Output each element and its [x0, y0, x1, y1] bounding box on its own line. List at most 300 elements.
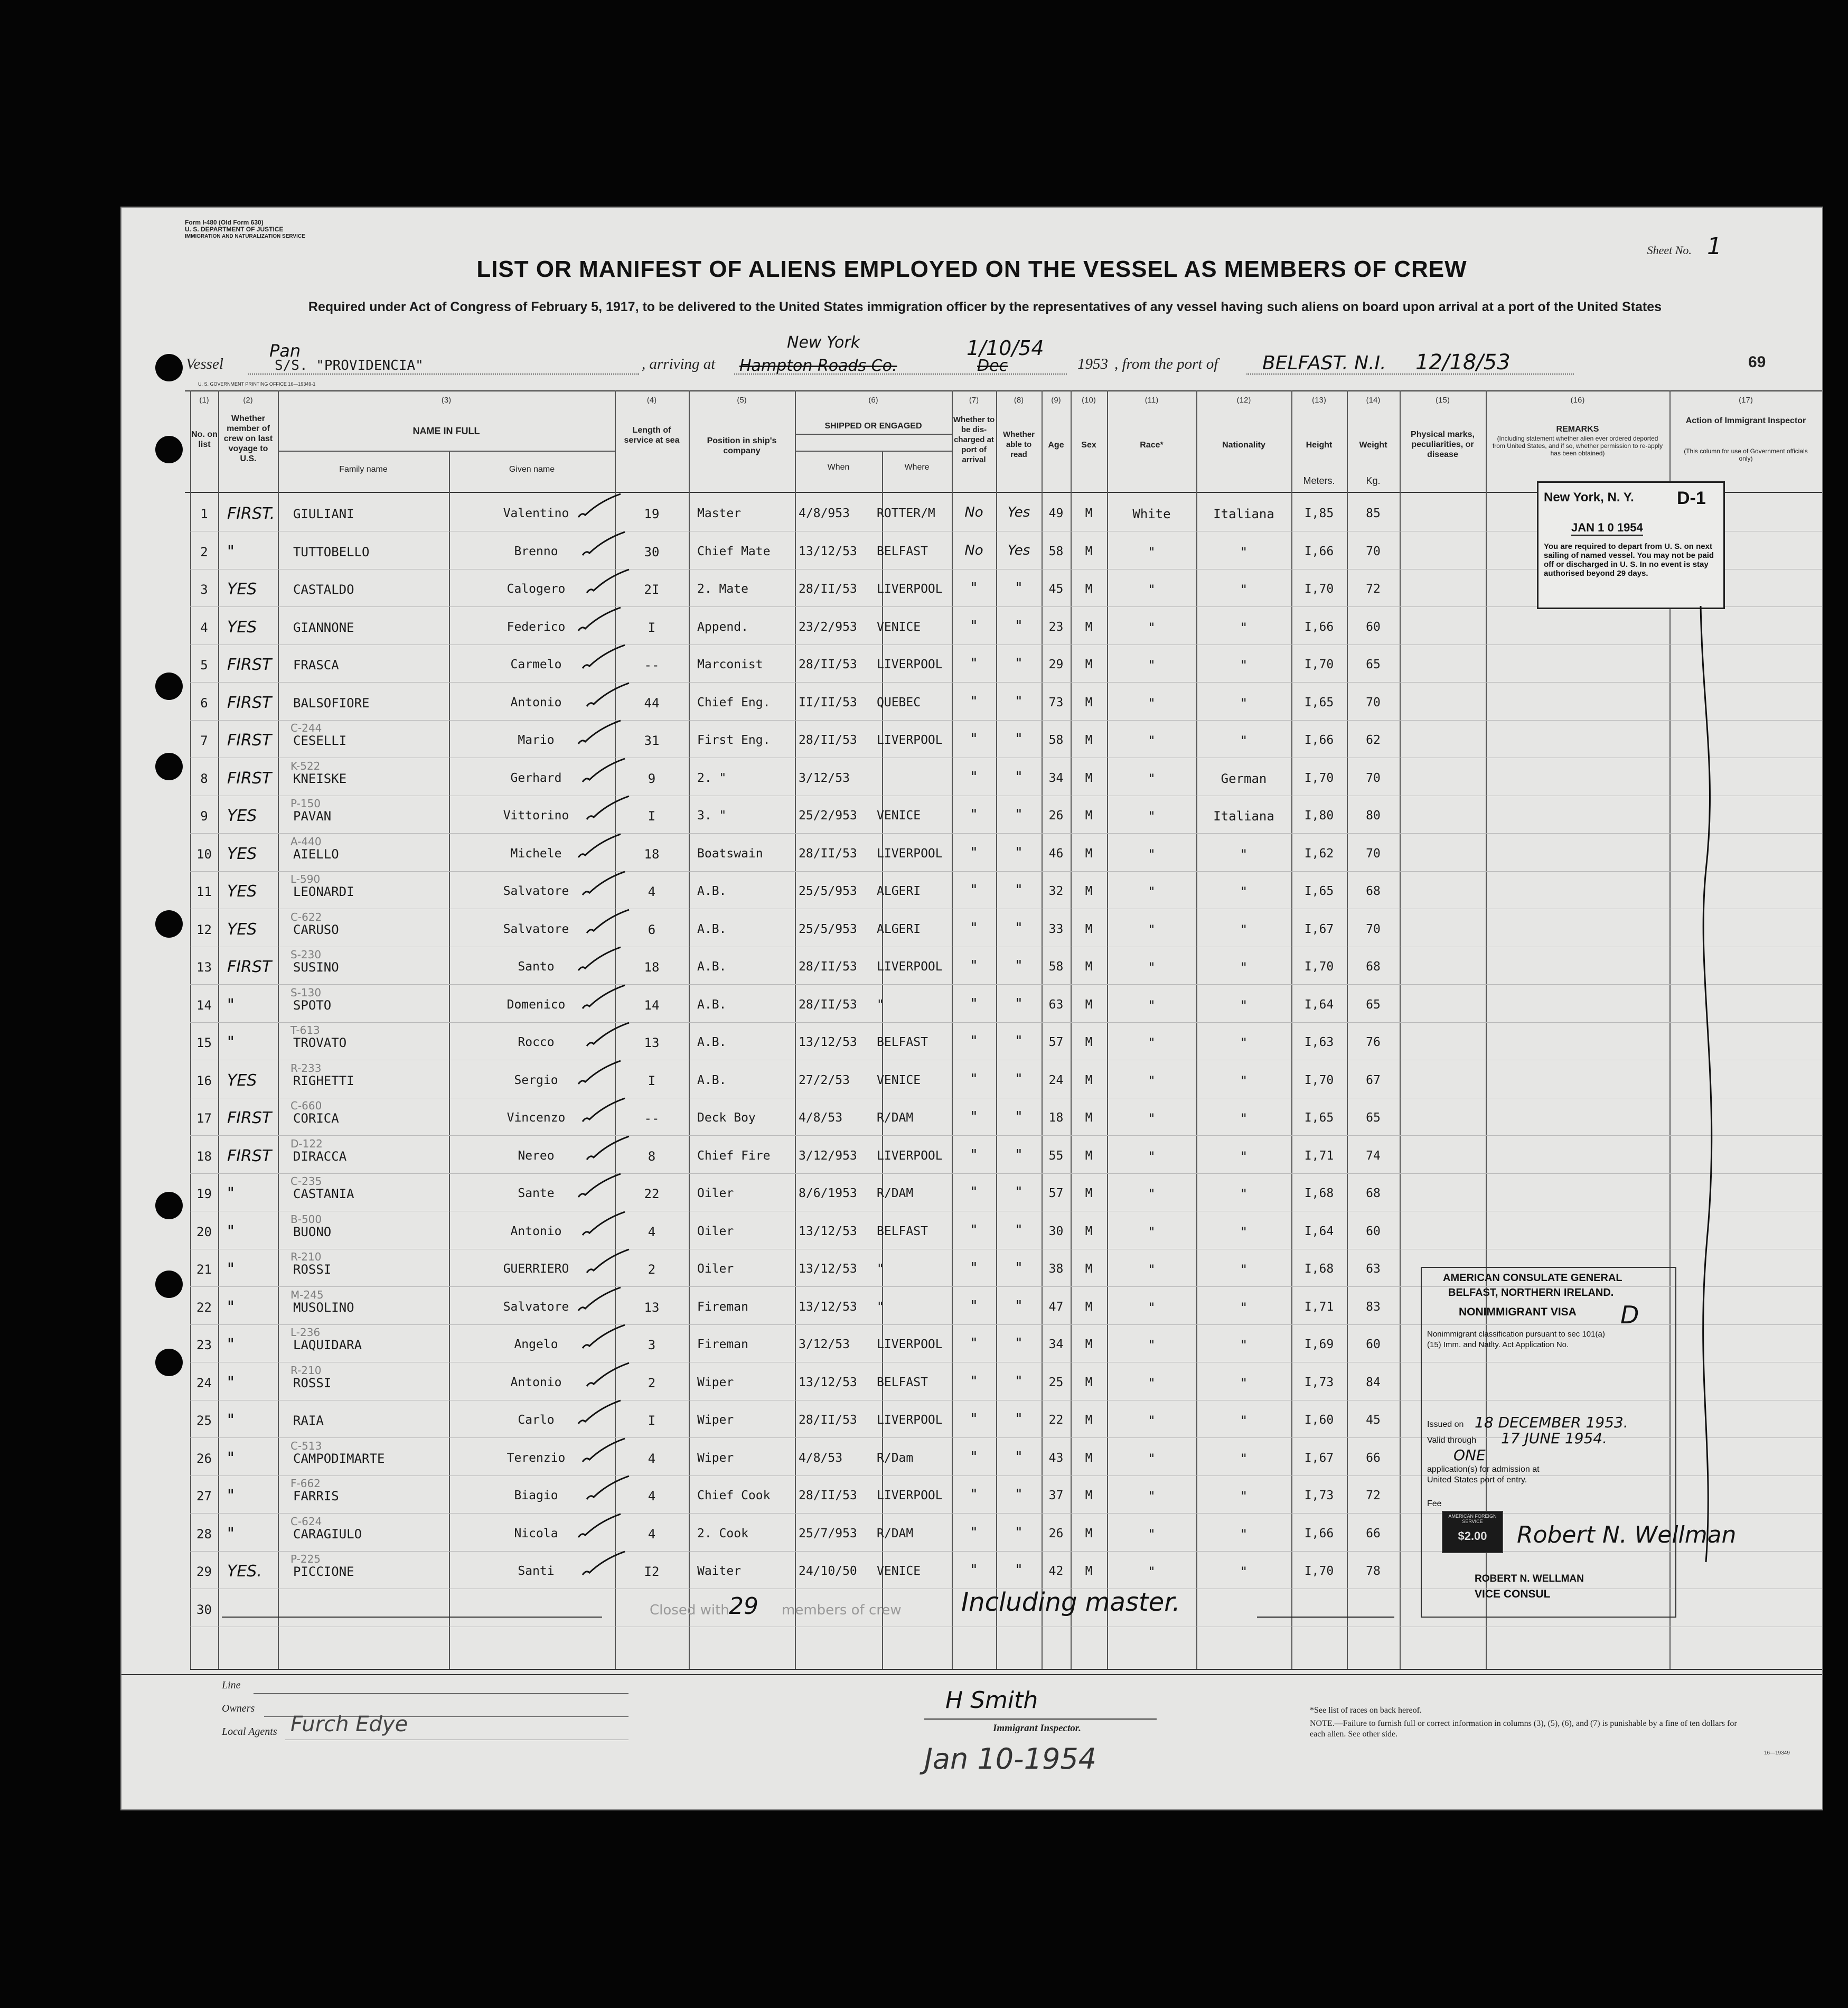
cell-weight: 78 — [1366, 1564, 1381, 1578]
pencil-code: P-225 — [290, 1553, 321, 1565]
cell-age: 57 — [1048, 1187, 1064, 1200]
cell-read: " — [1016, 1033, 1022, 1049]
pencil-code: K-522 — [290, 760, 321, 772]
cell-disch: " — [971, 920, 977, 936]
cell-read: " — [1016, 1147, 1022, 1163]
visa-valid-date: 17 JUNE 1954. — [1501, 1430, 1607, 1447]
row-rule — [190, 871, 1822, 872]
cell-crew: " — [227, 1525, 234, 1543]
cell-weight: 74 — [1366, 1149, 1381, 1163]
cell-no: 1 — [200, 507, 208, 521]
cell-service: 18 — [644, 847, 660, 862]
cell-sex: M — [1085, 582, 1093, 596]
cell-no: 3 — [200, 582, 208, 597]
cell-position: Wiper — [697, 1451, 734, 1465]
cell-service: 6 — [648, 922, 656, 937]
cell-disch: " — [971, 1487, 977, 1502]
cell-sex: M — [1085, 1111, 1093, 1125]
cell-weight: 62 — [1366, 733, 1381, 747]
cell-nationality: " — [1240, 960, 1248, 975]
cell-height: I,60 — [1304, 1413, 1334, 1427]
cell-crew: " — [227, 1033, 234, 1052]
cell-height: I,69 — [1304, 1338, 1334, 1351]
check-mark — [584, 793, 632, 825]
cell-family: CARAGIULO — [293, 1527, 362, 1542]
header-given-name: Given name — [509, 465, 555, 474]
cell-no: 7 — [200, 733, 208, 748]
cell-sex: M — [1085, 1564, 1093, 1578]
cell-crew: YES — [227, 618, 257, 637]
visa-line-3: NONIMMIGRANT VISA — [1459, 1306, 1577, 1318]
punch-hole — [155, 910, 183, 938]
cell-when: 25/2/953 — [799, 809, 857, 823]
cell-age: 29 — [1048, 658, 1064, 671]
cell-age: 38 — [1048, 1262, 1064, 1276]
cell-family: RAIA — [293, 1413, 324, 1428]
stamp-date: JAN 1 0 1954 — [1571, 521, 1643, 536]
cell-nationality: " — [1240, 1413, 1248, 1428]
cell-race: " — [1148, 998, 1156, 1013]
cell-crew: FIRST. — [227, 505, 275, 523]
col-num: (12) — [1236, 396, 1251, 405]
header-weight: Weight — [1359, 441, 1387, 450]
cell-position: Waiter — [697, 1564, 742, 1578]
col-num: (13) — [1312, 396, 1326, 405]
cell-crew: FIRST — [227, 769, 272, 788]
cell-position: Deck Boy — [697, 1111, 756, 1125]
check-mark — [576, 944, 623, 976]
cell-given: Nereo — [518, 1149, 555, 1163]
cell-position: Oiler — [697, 1262, 734, 1276]
cell-crew: YES — [227, 807, 257, 825]
punch-hole — [155, 1349, 183, 1376]
cell-crew: FIRST — [227, 1109, 272, 1127]
cell-given: Angelo — [514, 1338, 558, 1351]
cell-given: Vittorino — [503, 809, 569, 823]
cell-height: I,64 — [1304, 998, 1334, 1012]
cell-sex: M — [1085, 1527, 1093, 1540]
cell-service: 13 — [644, 1300, 660, 1315]
cell-sex: M — [1085, 1489, 1093, 1502]
cell-nationality: " — [1240, 1489, 1248, 1503]
closing-printed-2: members of crew — [782, 1602, 902, 1618]
cell-sex: M — [1085, 1149, 1093, 1163]
cell-service: 31 — [644, 733, 660, 748]
cell-sex: M — [1085, 696, 1093, 709]
pencil-code: F-662 — [290, 1477, 321, 1490]
visa-fee-label: Fee — [1427, 1499, 1442, 1508]
manifest-sheet — [121, 208, 1822, 1809]
cell-weight: 60 — [1366, 1338, 1381, 1351]
cell-weight: 85 — [1366, 507, 1381, 520]
cell-disch: " — [971, 731, 977, 747]
visa-issued-label: Issued on — [1427, 1420, 1464, 1429]
cell-when: 24/10/50 — [799, 1564, 857, 1578]
cell-when: 28/II/53 — [799, 733, 857, 747]
cell-height: I,67 — [1304, 922, 1334, 936]
cell-crew: YES — [227, 920, 257, 939]
pencil-code: S-130 — [290, 986, 322, 999]
cell-nationality: " — [1240, 847, 1248, 862]
check-mark — [580, 642, 627, 674]
pencil-code: P-150 — [290, 797, 321, 810]
header-length-service: Length of service at sea — [624, 426, 680, 445]
consul-signature: Robert N. Wellman — [1517, 1521, 1737, 1548]
cell-family: ROSSI — [293, 1376, 332, 1390]
cell-crew: " — [227, 1411, 234, 1430]
cell-disch: " — [971, 1449, 977, 1465]
cell-read: " — [1016, 1374, 1022, 1389]
cell-given: Biagio — [514, 1489, 558, 1502]
col-num: (15) — [1436, 396, 1450, 405]
cell-nationality: " — [1240, 696, 1248, 711]
punch-hole — [155, 753, 183, 780]
cell-sex: M — [1085, 922, 1093, 936]
cell-given: Calogero — [506, 582, 566, 596]
date-struck: Dec — [977, 357, 1008, 375]
check-mark — [576, 1511, 623, 1543]
cell-read: " — [1016, 1562, 1022, 1578]
cell-no: 10 — [196, 847, 212, 862]
cell-service: I — [648, 809, 656, 824]
cell-no: 17 — [196, 1111, 212, 1126]
header-crew-last-voyage: Whether member of crew on last voyage to U.S. — [223, 414, 273, 463]
cell-no: 12 — [196, 922, 212, 937]
cell-nationality: " — [1240, 1376, 1248, 1390]
header-remarks: REMARKS — [1556, 425, 1599, 434]
cell-given: Salvatore — [503, 922, 569, 936]
cell-position: Master — [697, 507, 742, 520]
punch-hole — [155, 354, 183, 381]
cell-no: 9 — [200, 809, 208, 824]
inspector-signature: H Smith — [945, 1687, 1038, 1714]
vessel-label: Vessel — [186, 356, 223, 372]
cell-crew: " — [227, 1374, 234, 1392]
cell-race: " — [1148, 1413, 1156, 1428]
cell-age: 63 — [1048, 998, 1064, 1012]
cell-when: 13/12/53 — [799, 1376, 857, 1389]
pencil-code: R-233 — [290, 1062, 322, 1075]
cell-disch: " — [971, 1298, 977, 1314]
cell-position: Oiler — [697, 1225, 734, 1238]
pencil-code: A-440 — [290, 835, 322, 848]
cell-service: 4 — [648, 1489, 656, 1503]
check-mark — [580, 1209, 627, 1240]
cell-service: 3 — [648, 1338, 656, 1352]
cell-no: 29 — [196, 1564, 212, 1579]
pencil-code: B-500 — [290, 1213, 322, 1226]
check-mark — [580, 1435, 627, 1467]
cell-disch: " — [971, 1184, 977, 1200]
cell-nationality: " — [1240, 1564, 1248, 1579]
cell-sex: M — [1085, 1262, 1093, 1276]
sheet-label: Sheet No. — [1647, 244, 1692, 257]
row-rule — [190, 833, 1822, 834]
cell-height: I,65 — [1304, 884, 1334, 898]
cell-weight: 60 — [1366, 620, 1381, 634]
cell-sex: M — [1085, 1187, 1093, 1200]
pencil-code: S-230 — [290, 948, 322, 961]
cell-where: R/DAM — [877, 1187, 914, 1200]
cell-when: 28/II/53 — [799, 847, 857, 861]
cell-weight: 68 — [1366, 960, 1381, 974]
cell-crew: " — [227, 1260, 234, 1278]
cell-weight: 70 — [1366, 696, 1381, 709]
cell-where: LIVERPOOL — [877, 1413, 943, 1427]
cell-height: I,63 — [1304, 1035, 1334, 1049]
cell-where: ALGERI — [877, 884, 921, 898]
cell-nationality: " — [1240, 922, 1248, 937]
visa-issued-date: 18 DECEMBER 1953. — [1475, 1414, 1628, 1431]
cell-weight: 67 — [1366, 1073, 1381, 1087]
cell-when: 23/2/953 — [799, 620, 857, 634]
row-rule — [190, 682, 1822, 683]
cell-nationality: " — [1240, 1262, 1248, 1277]
cell-service: 2 — [648, 1376, 656, 1390]
cell-age: 34 — [1048, 771, 1064, 785]
cell-weight: 65 — [1366, 998, 1381, 1012]
cell-no: 19 — [196, 1187, 212, 1201]
check-mark — [576, 831, 623, 863]
cell-given: Terenzio — [506, 1451, 566, 1465]
cell-family: TUTTOBELLO — [293, 545, 370, 559]
check-mark — [580, 1095, 627, 1127]
cell-height: I,68 — [1304, 1187, 1334, 1200]
visa-line-2: BELFAST, NORTHERN IRELAND. — [1448, 1287, 1614, 1299]
cell-no: 5 — [200, 658, 208, 673]
cell-family: PAVAN — [293, 809, 332, 824]
vessel-handwritten: Pan — [269, 341, 301, 361]
cell-nationality: " — [1240, 884, 1248, 899]
cell-race: " — [1148, 733, 1156, 748]
arrival-date: 1/10/54 — [967, 337, 1044, 360]
cell-family: ROSSI — [293, 1262, 332, 1277]
col-num: (5) — [737, 396, 747, 405]
header-discharged: Whether to be dis-charged at port of arrival — [953, 415, 995, 464]
cell-position: Chief Fire — [697, 1149, 771, 1163]
check-mark — [580, 1548, 627, 1580]
cell-crew: " — [227, 1335, 234, 1354]
cell-age: 73 — [1048, 696, 1064, 709]
cell-weight: 68 — [1366, 1187, 1381, 1200]
cell-disch: " — [971, 1033, 977, 1049]
cell-given: Vincenzo — [506, 1111, 566, 1125]
check-mark — [580, 868, 627, 900]
inspector-date: Jan 10-1954 — [924, 1742, 1097, 1776]
cell-position: A.B. — [697, 1035, 727, 1049]
check-mark — [584, 566, 632, 598]
cell-crew: " — [227, 1487, 234, 1505]
cell-where: VENICE — [877, 1564, 921, 1578]
cell-age: 42 — [1048, 1564, 1064, 1578]
cell-nationality: " — [1240, 1035, 1248, 1050]
col-num: (7) — [969, 396, 979, 405]
pencil-code: T-613 — [290, 1024, 320, 1036]
cell-crew: " — [227, 996, 234, 1014]
cell-nationality: Italiana — [1213, 507, 1274, 521]
cell-nationality: " — [1240, 620, 1248, 635]
cell-weight: 72 — [1366, 1489, 1381, 1502]
cell-crew: FIRST — [227, 694, 272, 712]
check-mark — [580, 529, 627, 561]
cell-position: 3. " — [697, 809, 727, 823]
from-label: , from the port of — [1114, 356, 1218, 372]
pencil-code: R-210 — [290, 1250, 322, 1263]
cell-weight: 76 — [1366, 1035, 1381, 1049]
cell-position: Wiper — [697, 1413, 734, 1427]
cell-nationality: " — [1240, 1300, 1248, 1315]
arriving-handwritten: New York — [787, 333, 860, 352]
cell-disch: No — [964, 505, 983, 520]
cell-race: " — [1148, 1149, 1156, 1164]
cell-service: 4 — [648, 1527, 656, 1542]
cell-disch: " — [971, 1411, 977, 1427]
consular-visa-stamp — [1421, 1267, 1737, 1618]
col-num: (2) — [243, 396, 253, 405]
cell-disch: " — [971, 845, 977, 861]
cell-height: I,66 — [1304, 1527, 1334, 1540]
cell-race: " — [1148, 809, 1156, 824]
cell-age: 43 — [1048, 1451, 1064, 1465]
cell-family: SPOTO — [293, 998, 332, 1013]
cell-family: AIELLO — [293, 847, 339, 862]
cell-height: I,64 — [1304, 1225, 1334, 1238]
header-race: Race* — [1140, 441, 1164, 450]
cell-height: I,73 — [1304, 1376, 1334, 1389]
pencil-code: R-210 — [290, 1364, 322, 1377]
cell-weight: 70 — [1366, 771, 1381, 785]
cell-crew: YES — [227, 1071, 257, 1090]
cell-disch: " — [971, 807, 977, 823]
cell-nationality: " — [1240, 1338, 1248, 1352]
cell-sex: M — [1085, 733, 1093, 747]
cell-read: " — [1016, 1298, 1022, 1314]
cell-where: BELFAST — [877, 1225, 928, 1238]
cell-position: Fireman — [697, 1300, 748, 1314]
visa-line-1: AMERICAN CONSULATE GENERAL — [1443, 1272, 1622, 1284]
cell-read: " — [1016, 845, 1022, 861]
cell-read: " — [1016, 1184, 1022, 1200]
cell-read: " — [1016, 656, 1022, 671]
cell-family: FRASCA — [293, 658, 339, 673]
cell-read: " — [1016, 769, 1022, 785]
col-num: (3) — [441, 396, 452, 405]
col-num: (6) — [868, 396, 878, 405]
cell-disch: " — [971, 618, 977, 634]
cell-age: 34 — [1048, 1338, 1064, 1351]
cell-position: A.B. — [697, 998, 727, 1012]
cell-when: 28/II/53 — [799, 1413, 857, 1427]
cell-race: " — [1148, 1035, 1156, 1050]
header-when: When — [827, 463, 850, 472]
cell-age: 57 — [1048, 1035, 1064, 1049]
cell-no: 15 — [196, 1035, 212, 1050]
cell-weight: 80 — [1366, 809, 1381, 823]
col-num: (10) — [1082, 396, 1096, 405]
pencil-code: M-245 — [290, 1288, 324, 1301]
cell-disch: " — [971, 694, 977, 709]
cell-no: 25 — [196, 1413, 212, 1428]
check-mark — [576, 1284, 623, 1316]
cell-family: PICCIONE — [293, 1564, 354, 1579]
cell-disch: " — [971, 656, 977, 671]
cell-position: Marconist — [697, 658, 763, 671]
visa-applications-text: application(s) for admission at United States port of entry. — [1427, 1465, 1540, 1484]
check-mark — [576, 717, 623, 749]
cell-family: CARUSO — [293, 922, 339, 937]
cell-given: Mario — [518, 733, 555, 747]
cell-given: Sergio — [514, 1073, 558, 1087]
cell-disch: " — [971, 1071, 977, 1087]
cell-height: I,71 — [1304, 1149, 1334, 1163]
cell-when: 13/12/53 — [799, 1035, 857, 1049]
cell-sex: M — [1085, 620, 1093, 634]
cell-no: 6 — [200, 696, 208, 711]
cell-where: BELFAST — [877, 1376, 928, 1389]
cell-given: Brenno — [514, 545, 558, 558]
cell-disch: No — [964, 543, 983, 558]
pencil-code: D-122 — [290, 1137, 323, 1150]
cell-given: Carmelo — [510, 658, 562, 671]
cell-height: I,66 — [1304, 733, 1334, 747]
cell-disch: " — [971, 958, 977, 974]
punch-hole — [155, 1271, 183, 1298]
cell-where: VENICE — [877, 620, 921, 634]
cell-where: LIVERPOOL — [877, 582, 943, 596]
cell-service: 9 — [648, 771, 656, 786]
cell-when: 13/12/53 — [799, 1300, 857, 1314]
cell-age: 58 — [1048, 733, 1064, 747]
row-rule — [190, 1135, 1822, 1136]
cell-crew: FIRST — [227, 1147, 272, 1165]
cell-height: I,85 — [1304, 507, 1334, 520]
cell-given: Carlo — [518, 1413, 555, 1427]
cell-where: " — [877, 1262, 884, 1276]
cell-height: I,80 — [1304, 809, 1334, 823]
cell-position: Fireman — [697, 1338, 748, 1351]
cell-service: 14 — [644, 998, 660, 1013]
form-subtitle: Required under Act of Congress of February 5, 1917, to be delivered to the United States immigration officer by the representatives of any vessel having such aliens on board upon arrival at a port of the United States — [308, 300, 1662, 314]
cell-disch: " — [971, 769, 977, 785]
cell-age: 26 — [1048, 809, 1064, 823]
footer-line-label: Line — [222, 1679, 241, 1691]
cell-crew: YES — [227, 882, 257, 901]
cell-service: 4 — [648, 1225, 656, 1239]
cell-weight: 65 — [1366, 658, 1381, 671]
cell-nationality: " — [1240, 658, 1248, 673]
footer-note-1: *See list of races on back hereof. — [1310, 1706, 1422, 1715]
cell-age: 58 — [1048, 960, 1064, 974]
cell-crew: YES — [227, 580, 257, 599]
cell-race: " — [1148, 1262, 1156, 1277]
cell-when: 8/6/1953 — [799, 1187, 857, 1200]
stamp-code: D-1 — [1677, 488, 1706, 508]
check-mark — [580, 1322, 627, 1353]
print-code: 16—19349 — [1764, 1750, 1790, 1756]
cell-race: " — [1148, 1225, 1156, 1239]
stamp-city: New York, N. Y. — [1544, 490, 1634, 505]
cell-service: 13 — [644, 1035, 660, 1050]
cell-read: " — [1016, 1449, 1022, 1465]
cell-position: 2. Cook — [697, 1527, 748, 1540]
cell-when: 25/7/953 — [799, 1527, 857, 1540]
cell-where: LIVERPOOL — [877, 1338, 943, 1351]
punch-hole — [155, 673, 183, 700]
cell-sex: M — [1085, 809, 1093, 823]
cell-no: 20 — [196, 1225, 212, 1239]
cell-nationality: " — [1240, 1111, 1248, 1126]
cell-when: 13/12/53 — [799, 1225, 857, 1238]
